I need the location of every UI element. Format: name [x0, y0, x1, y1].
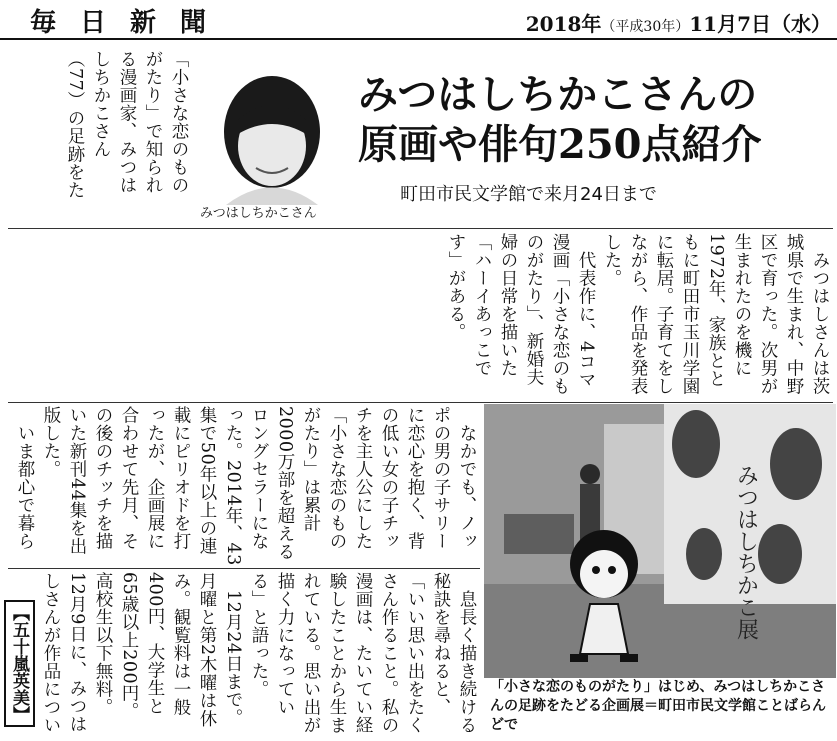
paragraph-biography: みつはしさんは茨城県で生まれ、中野区で育った。次男が生まれたのを機に1972年、家族とともに町田市玉川学園に転居。子育てをしながら、作品を発表した。 — [602, 233, 830, 395]
date-era: （平成30年） — [601, 19, 690, 35]
article-body-upper — [8, 233, 833, 399]
paragraph-works: 代表作に、4コマ漫画「小さな恋のものがたり」、新婚夫婦の日常を描いた「ハーイあっこです」がある。 — [446, 233, 596, 395]
headline-line-2: 原画や俳句250点紹介 — [358, 121, 762, 168]
paragraph-info: 12月24日まで。月曜と第2木曜は休み。観覧料は一般400円、大学生と65歳以上200円。高校生以下無料。12月9日に、みつはしさんが作品につい — [41, 572, 243, 734]
article-body-bottom — [40, 572, 480, 737]
exhibition-photo — [484, 404, 836, 678]
paragraph-series: なかでも、ノッポの男の子サリーに恋心を抱く、背の低い女の子チッチを主人公にした「小さな恋のものがたり」は累計2000万部を超えるロングセラーになった。2014年、43集で50年以上の連載にピリオドを打ったが、企画展に合わせて先月、その後のチッチを描いた新刊44集を出版した。 — [41, 406, 477, 566]
divider-top — [8, 228, 833, 229]
exhibition-scene — [484, 404, 836, 678]
divider-middle — [8, 402, 833, 403]
article-body-lower — [8, 406, 480, 566]
portrait-photo — [190, 50, 350, 225]
portrait-caption: みつはしちかこさん — [200, 206, 317, 221]
subheadline: 町田市民文学館で来月24日まで — [400, 184, 657, 205]
date-day: 11月7日（水） — [689, 12, 831, 36]
masthead — [0, 0, 837, 40]
divider-lower — [8, 568, 480, 569]
photo-caption: 「小さな恋のものがたり」はじめ、みつはしちかこさんの足跡をたどる企画展＝町田市民文学館ことばらんどで — [490, 679, 826, 733]
portrait-illustration — [190, 50, 350, 205]
issue-date — [526, 8, 831, 37]
exhibition-sign-text: みつはしちかこ展 — [733, 464, 759, 640]
masthead-rule — [0, 38, 837, 40]
lead-paragraph: 「小さな恋のものがたり」で知られる漫画家、みつはしちかこさん（77）の足跡をた — [65, 50, 189, 200]
byline: 【五十嵐英美】 — [4, 600, 35, 727]
newspaper-name: 毎日新聞 — [30, 8, 231, 38]
paragraph-machida: いま都心で暮ら — [15, 423, 35, 550]
paragraph-quote: 息長く描き続ける秘訣を尋ねると、「いい思い出をたくさん作ること。私の漫画は、たいてい経験したことから生まれている。思い出が描く力になっている」と語った。 — [249, 572, 477, 734]
headline-line-1: みつはしちかこさんの — [358, 71, 758, 118]
article-lead — [62, 50, 192, 200]
headline — [358, 70, 798, 170]
date-year: 2018年 — [525, 12, 602, 36]
